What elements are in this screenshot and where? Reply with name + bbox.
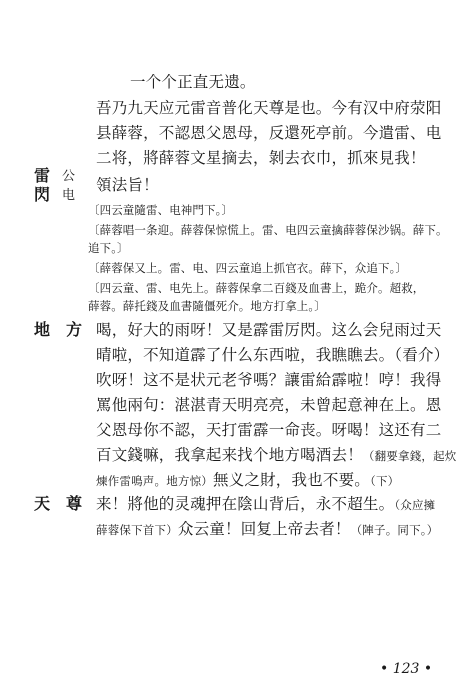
- role-difang: 地 方: [34, 320, 83, 339]
- inline-direction: 薛蓉保下首下）: [96, 523, 178, 537]
- text-line-main: 众云童！回复上帝去者！: [177, 520, 351, 538]
- text-line: 父恩母你不認，天打雷霹一命丧。呀喝！这还有二: [96, 421, 442, 439]
- text-line: [96, 445, 457, 466]
- role-leishan: 雷 閃: [34, 166, 51, 204]
- text-line: 吹呀！这不是状元老爷嗎？讓雷給霹啦！哼！我得: [96, 371, 442, 389]
- stage-direction: 〔薛蓉保又上。雷、电、四云童追上抓官衣。薛下，众追下。〕: [88, 261, 408, 275]
- text-line: 县薛蓉，不認恩父恩母，反還死亭前。今遣雷、电: [96, 124, 442, 142]
- text-line: 晴啦，不知道霹了什么东西啦，我瞧瞧去。（看介）: [96, 346, 450, 364]
- role-gongdian: 公 电: [62, 169, 76, 203]
- stage-direction: 〔薛蓉唱一条迎。薛蓉保惊慌上。雷、电四云童擒薛蓉保沙锅。薛下。: [88, 223, 448, 237]
- text-line: 吾乃九天应元雷音普化天尊是也。今有汉中府荥阳: [96, 99, 442, 117]
- inline-direction: （翻要拿錢，起炊: [362, 449, 457, 463]
- stage-direction: 追下。〕: [88, 241, 129, 255]
- text-line: [96, 494, 435, 515]
- stage-direction: 〔四云童隨雷、电神門下。〕: [88, 203, 234, 217]
- role-tianzun: 天 尊: [34, 494, 83, 513]
- text-line: 罵他兩句：湛湛青天明亮亮，未曾起意神在上。恩: [96, 396, 442, 414]
- inline-direction: （众应擁: [394, 498, 436, 512]
- text-line-main: 百文錢嘛，我拿起来找个地方喝酒去！: [96, 446, 363, 464]
- text-line: [96, 470, 399, 491]
- text-line: 喝，好大的雨呀！又是霹雷厉閃。这么会兒雨过天: [96, 321, 442, 339]
- page-number: • 123 •: [380, 661, 433, 677]
- text-line: 二将，將薛蓉文星摘去，剝去衣巾，抓來見我！: [96, 149, 426, 167]
- inline-direction: （下）: [370, 474, 400, 488]
- text-line: 領法旨！: [96, 176, 159, 194]
- inline-direction: 煉作雷鳴声。地方惊）: [96, 474, 213, 488]
- text-line: [96, 519, 438, 540]
- text-line: 一个个正直无遗。: [130, 73, 256, 91]
- stage-direction: 〔四云童、雷、电先上。薛蓉保拿二百錢及血書上，跪介。超救，: [88, 281, 425, 295]
- inline-direction: （陣子。同下。）: [350, 523, 439, 537]
- text-line-main: 無义之財，我也不要。: [213, 471, 371, 489]
- stage-direction: 薛蓉。薛托錢及血書隨僵死介。地方打拿上。〕: [88, 299, 326, 313]
- text-line-main: 来！將他的灵魂押在陰山背后，永不超生。: [96, 495, 395, 513]
